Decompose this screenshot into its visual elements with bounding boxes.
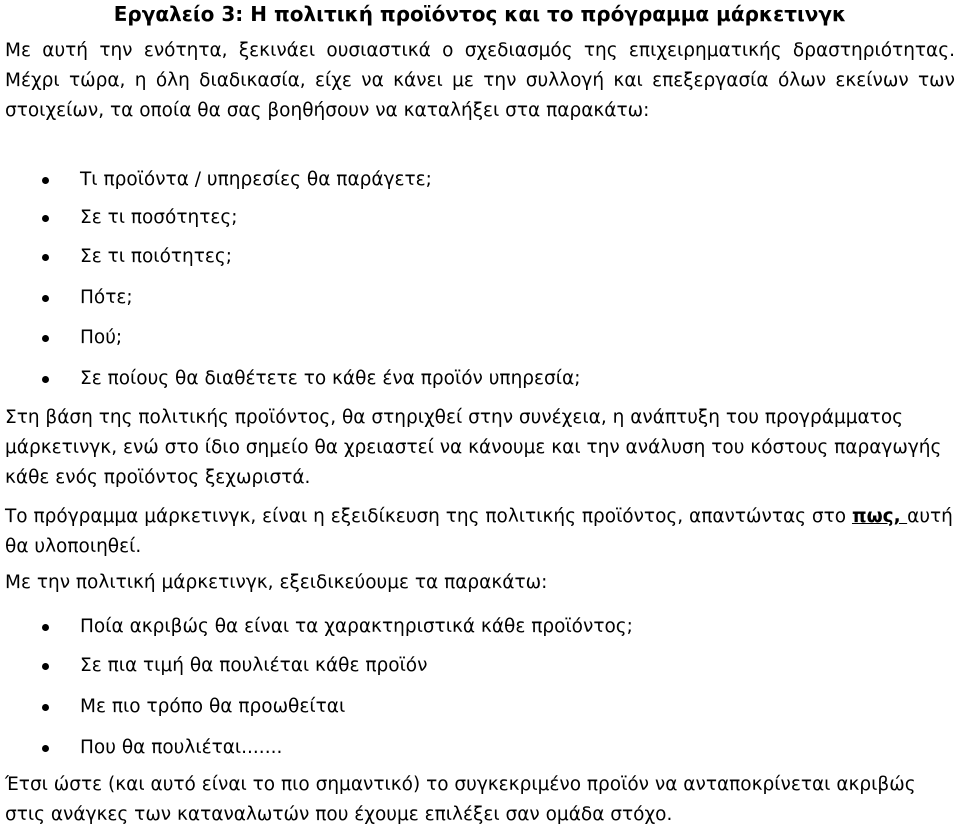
list-item-text: Ποία ακριβώς θα είναι τα χαρακτηριστικά κάθε προϊόντος; [80, 616, 633, 637]
list-item-text: Σε τι ποιότητες; [80, 246, 232, 267]
bullet-icon [42, 745, 49, 752]
intro-paragraph: Με αυτή την ενότητα, ξεκινάει ουσιαστικά ο σχεδιασμός της επιχειρηματικής δραστηριότητας. Μέχρι τώρα, η όλη διαδικασία, είχε να κάνει με την συλλογή και επεξεργασία όλων εκείνων των στοιχείων, τα οποία θα σας βοηθήσουν να καταλήξει στα παρακάτω: [5, 40, 955, 121]
list-item [0, 364, 955, 394]
list-item [0, 733, 955, 763]
paragraph-text: Το πρόγραμμα μάρκετινγκ, είναι η εξειδίκευση της πολιτικής προϊόντος, απαντώντας στο [5, 506, 852, 527]
bullet-icon [42, 177, 49, 184]
list-item-text: Σε ποίους θα διαθέτετε το κάθε ένα προϊόν υπηρεσία; [80, 368, 581, 389]
list-item [0, 612, 955, 642]
list-item [0, 651, 955, 681]
list-item [0, 242, 955, 272]
document-title: Εργαλείο 3: Η πολιτική προϊόντος και το πρόγραμμα μάρκετινγκ [113, 2, 847, 26]
marketing-policy-intro: Με την πολιτική μάρκετινγκ, εξειδικεύουμε τα παρακάτω: [5, 572, 548, 593]
list-item [0, 692, 955, 722]
list-item-text: Που θα πουλιέται....... [80, 737, 283, 758]
bullet-icon [42, 624, 49, 631]
list-item [0, 203, 955, 233]
list-item [0, 165, 955, 195]
marketing-program-paragraph [5, 502, 955, 562]
bullet-icon [42, 376, 49, 383]
bullet-icon [42, 295, 49, 302]
list-item-text: Πού; [80, 327, 123, 348]
list-item-text: Τι προϊόντα / υπηρεσίες θα παράγετε; [80, 169, 432, 190]
list-item [0, 323, 955, 353]
paragraph-text: αυτή θα υλοποιηθεί. [5, 506, 953, 557]
product-policy-paragraph: Στη βάση της πολιτικής προϊόντος, θα στηριχθεί στην συνέχεια, η ανάπτυξη του προγράμματος μάρκετινγκ, ενώ στο ίδιο σημείο θα χρειαστεί να κάνουμε και την ανάλυση του κόστους παραγωγής κάθε ενός προϊόντος ξεχωριστά. [5, 407, 942, 488]
bullet-icon [42, 254, 49, 261]
list-item-text: Πότε; [80, 287, 133, 308]
list-item-text: Σε πια τιμή θα πουλιέται κάθε προϊόν [80, 655, 428, 676]
bullet-icon [42, 663, 49, 670]
conclusion-paragraph: Έτσι ώστε (και αυτό είναι το πιο σημαντικό) το συγκεκριμένο προϊόν να ανταποκρίνεται ακριβώς στις ανάγκες των καταναλωτών που έχουμε επιλέξει σαν ομάδα στόχο. [5, 774, 916, 825]
list-item-text: Με πιο τρόπο θα προωθείται [80, 696, 346, 717]
emphasized-word: πως, [851, 506, 908, 527]
bullet-icon [42, 335, 49, 342]
bullet-icon [42, 215, 49, 222]
list-item [0, 283, 955, 313]
list-item-text: Σε τι ποσότητες; [80, 207, 238, 228]
bullet-icon [42, 704, 49, 711]
